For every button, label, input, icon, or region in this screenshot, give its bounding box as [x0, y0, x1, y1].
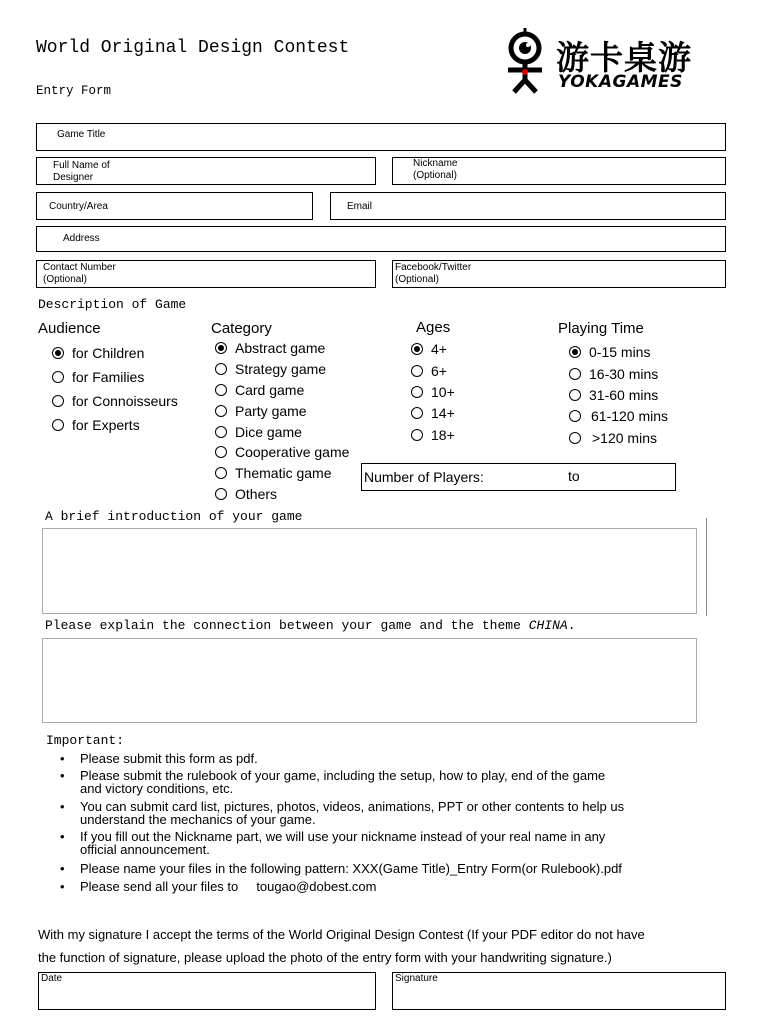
radio-icon[interactable]	[569, 432, 581, 444]
category-option[interactable]: Strategy game	[215, 361, 326, 377]
radio-icon[interactable]	[215, 488, 227, 500]
country-label: Country/Area	[49, 201, 108, 212]
number-of-players-label: Number of Players:	[364, 469, 484, 485]
category-heading: Category	[211, 320, 272, 337]
game-title-label: Game Title	[57, 129, 106, 140]
players-to-label: to	[568, 468, 580, 484]
ages-option[interactable]: 10+	[411, 384, 455, 400]
radio-icon[interactable]	[411, 343, 423, 355]
category-option[interactable]: Party game	[215, 403, 307, 419]
ages-option[interactable]: 14+	[411, 405, 455, 421]
radio-icon[interactable]	[569, 346, 581, 358]
audience-option[interactable]: for Children	[52, 345, 144, 361]
address-label: Address	[63, 233, 100, 244]
logo-english: YOKAGAMES	[558, 72, 683, 92]
country-field[interactable]	[36, 192, 313, 220]
audience-option[interactable]: for Connoisseurs	[52, 393, 178, 409]
radio-icon[interactable]	[411, 429, 423, 441]
audience-option[interactable]: for Experts	[52, 417, 140, 433]
audience-heading: Audience	[38, 320, 101, 337]
logo-chinese: 游卡桌游	[556, 38, 692, 77]
agreement-line-1: With my signature I accept the terms of the World Original Design Contest (If your PDF editor do not have	[38, 927, 645, 942]
date-label: Date	[41, 973, 63, 984]
radio-icon[interactable]	[569, 410, 581, 422]
number-of-players-field[interactable]	[361, 463, 676, 491]
category-option[interactable]: Thematic game	[215, 465, 331, 481]
intro-label: A brief introduction of your game	[45, 509, 303, 524]
playing-time-option[interactable]: 61-120 mins	[569, 408, 668, 424]
contact-number-label: Contact Number (Optional)	[43, 262, 116, 285]
playing-time-option[interactable]: 16-30 mins	[569, 366, 658, 382]
playing-time-option[interactable]: >120 mins	[569, 430, 657, 446]
full-name-label: Full Name of Designer	[53, 160, 110, 183]
theme-textarea[interactable]	[42, 638, 697, 723]
radio-icon[interactable]	[52, 371, 64, 383]
intro-textarea[interactable]	[42, 528, 697, 614]
radio-icon[interactable]	[215, 384, 227, 396]
signature-label: Signature	[395, 973, 438, 984]
audience-option[interactable]: for Families	[52, 369, 144, 385]
category-option[interactable]: Card game	[215, 382, 304, 398]
radio-icon[interactable]	[52, 395, 64, 407]
playing-time-option[interactable]: 31-60 mins	[569, 387, 658, 403]
category-option[interactable]: Dice game	[215, 424, 302, 440]
category-option[interactable]: Cooperative game	[215, 444, 349, 460]
address-field[interactable]	[36, 226, 726, 252]
contact-number-field[interactable]	[36, 260, 376, 288]
mascot-icon	[498, 26, 552, 94]
category-option[interactable]: Others	[215, 486, 277, 502]
game-title-field[interactable]	[36, 123, 726, 151]
ages-option[interactable]: 4+	[411, 341, 447, 357]
radio-icon[interactable]	[569, 389, 581, 401]
ages-option[interactable]: 18+	[411, 427, 455, 443]
agreement-line-2: the function of signature, please upload the photo of the entry form with your handwriting signature.)	[38, 950, 612, 965]
radio-icon[interactable]	[52, 347, 64, 359]
form-subtitle: Entry Form	[36, 84, 112, 98]
description-heading: Description of Game	[38, 297, 187, 312]
radio-icon[interactable]	[569, 368, 581, 380]
radio-icon[interactable]	[52, 419, 64, 431]
nickname-label: Nickname (Optional)	[413, 158, 458, 181]
radio-icon[interactable]	[215, 363, 227, 375]
divider	[706, 518, 707, 616]
form-title: World Original Design Contest	[36, 38, 350, 58]
radio-icon[interactable]	[215, 405, 227, 417]
ages-option[interactable]: 6+	[411, 363, 447, 379]
radio-icon[interactable]	[215, 446, 227, 458]
signature-field[interactable]	[392, 972, 726, 1010]
important-heading: Important:	[46, 733, 125, 748]
facebook-label: Facebook/Twitter (Optional)	[395, 262, 472, 285]
full-name-field[interactable]	[36, 157, 376, 185]
email-field[interactable]	[330, 192, 726, 220]
radio-icon[interactable]	[215, 426, 227, 438]
theme-label: Please explain the connection between your game and the theme CHINA.	[45, 618, 576, 633]
radio-icon[interactable]	[215, 467, 227, 479]
ages-heading: Ages	[416, 319, 451, 336]
radio-icon[interactable]	[215, 342, 227, 354]
date-field[interactable]	[38, 972, 376, 1010]
nickname-field[interactable]	[392, 157, 726, 185]
facebook-field[interactable]	[392, 260, 726, 288]
radio-icon[interactable]	[411, 407, 423, 419]
yokagames-logo	[498, 26, 718, 96]
radio-icon[interactable]	[411, 365, 423, 377]
playing-time-heading: Playing Time	[558, 320, 644, 337]
category-option[interactable]: Abstract game	[215, 340, 325, 356]
radio-icon[interactable]	[411, 386, 423, 398]
playing-time-option[interactable]: 0-15 mins	[569, 344, 650, 360]
email-label: Email	[347, 201, 373, 212]
